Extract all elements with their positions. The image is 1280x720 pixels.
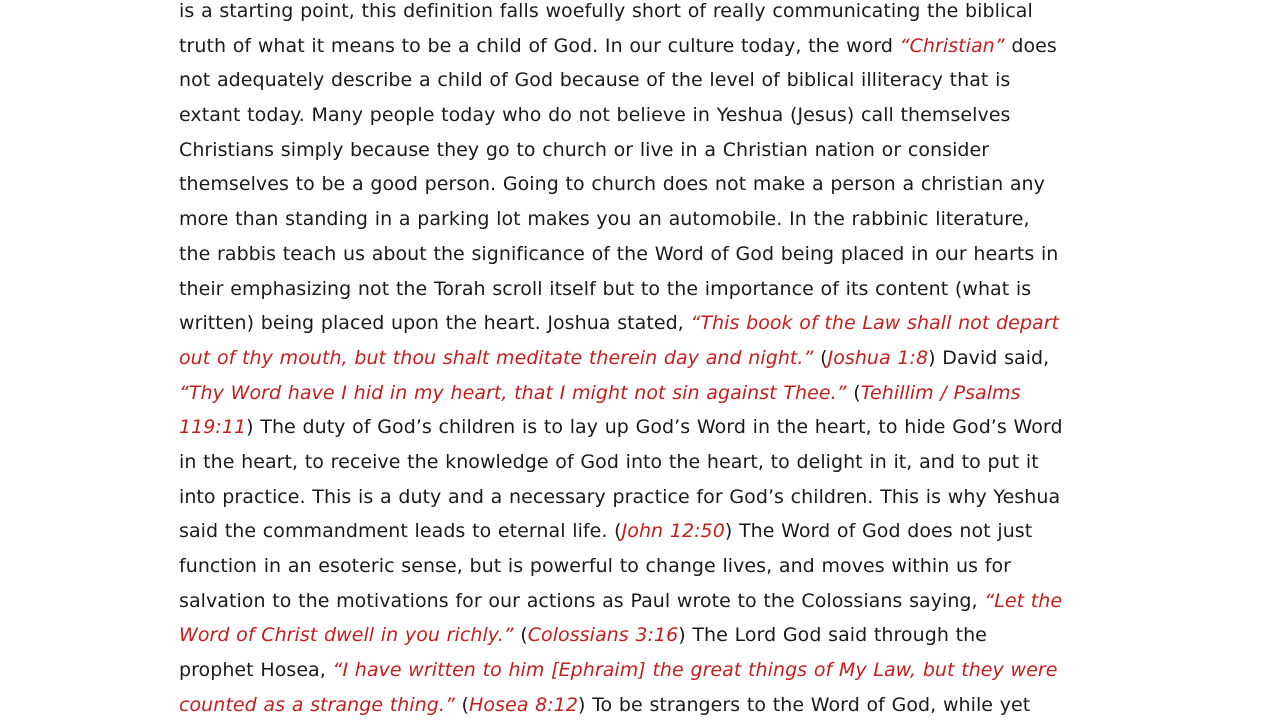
body-text-segment: their emphasizing not the Torah scroll itself but to the importance of its content (what is xyxy=(179,277,1032,300)
scripture-quote: “I have written to him [Ephraim] the great things of My Law, but they were xyxy=(332,659,1058,682)
body-text-segment: said the commandment leads to eternal life. ( xyxy=(179,520,622,543)
text-line xyxy=(179,653,1109,688)
text-line xyxy=(179,584,1109,619)
body-text-segment: ( xyxy=(846,381,861,404)
body-paragraph xyxy=(179,0,1109,720)
text-line xyxy=(179,549,1109,584)
scripture-quote: “Thy Word have I hid in my heart, that I might not sin against Thee.” xyxy=(179,381,847,404)
scripture-quote: 119:11 xyxy=(179,416,247,439)
body-text-segment: themselves to be a good person. Going to church does not make a person a christian any xyxy=(179,173,1045,196)
text-line xyxy=(179,29,1109,64)
body-text-segment: ) David said, xyxy=(928,346,1050,369)
body-text-segment: is a starting point, this definition falls woefully short of really communicating the biblical xyxy=(179,0,1033,22)
text-line xyxy=(179,133,1109,168)
body-text-segment: Christians simply because they go to church or live in a Christian nation or consider xyxy=(179,138,990,161)
body-text-segment: into practice. This is a duty and a necessary practice for God’s children. This is why Yeshua xyxy=(179,485,1061,508)
body-text-segment: in the heart, to receive the knowledge of God into the heart, to delight in it, and to put it xyxy=(179,450,1039,473)
body-text-segment: does xyxy=(1004,34,1057,57)
body-text-segment: written) being placed upon the heart. Joshua stated, xyxy=(179,312,691,335)
body-text-segment: ) The duty of God’s children is to lay up God’s Word in the heart, to hide God’s Word xyxy=(246,416,1063,439)
body-text-segment: salvation to the motivations for our actions as Paul wrote to the Colossians saying, xyxy=(179,589,985,612)
body-text-segment: ( xyxy=(454,693,470,716)
text-line xyxy=(179,341,1109,376)
body-text-segment: ) To be strangers to the Word of God, while yet xyxy=(577,693,1031,716)
text-line xyxy=(179,514,1109,549)
text-line xyxy=(179,0,1109,29)
scripture-quote: out of thy mouth, but thou shalt meditate therein day and night.” xyxy=(179,346,814,369)
text-line xyxy=(179,306,1109,341)
scripture-quote: “Let the xyxy=(984,589,1063,612)
body-text-segment: ) The Word of God does not just xyxy=(724,520,1033,543)
body-text-segment: extant today. Many people today who do not believe in Yeshua (Jesus) call themselves xyxy=(179,104,1011,127)
text-line xyxy=(179,63,1109,98)
text-line xyxy=(179,376,1109,411)
body-text-segment: ( xyxy=(513,624,528,647)
text-line xyxy=(179,167,1109,202)
scripture-quote: “Christian” xyxy=(899,34,1005,57)
scripture-quote: Tehillim / Psalms xyxy=(860,381,1021,404)
body-text-segment: not adequately describe a child of God because of the level of biblical illiteracy that is xyxy=(179,69,1011,92)
text-line xyxy=(179,202,1109,237)
scripture-quote: “This book of the Law shall not depart xyxy=(690,312,1060,335)
scripture-quote: Colossians 3:16 xyxy=(527,624,679,647)
body-text-segment: function in an esoteric sense, but is powerful to change lives, and moves within us for xyxy=(179,555,1012,577)
body-text-segment: the rabbis teach us about the significance of the Word of God being placed in our hearts in xyxy=(179,242,1059,265)
text-line xyxy=(179,445,1109,480)
body-text-segment: prophet Hosea, xyxy=(179,659,333,682)
text-line xyxy=(179,98,1109,133)
scripture-quote: Hosea 8:12 xyxy=(469,693,578,716)
body-text-segment: ) The Lord God said through the xyxy=(678,624,987,647)
text-line xyxy=(179,618,1109,653)
text-line xyxy=(179,410,1109,445)
text-line xyxy=(179,688,1109,720)
text-line xyxy=(179,480,1109,515)
body-text-segment: ( xyxy=(813,346,828,369)
text-line xyxy=(179,237,1109,272)
scripture-quote: John 12:50 xyxy=(621,520,725,543)
body-text-segment: truth of what it means to be a child of God. In our culture today, the word xyxy=(179,34,900,57)
body-text-segment: more than standing in a parking lot makes you an automobile. In the rabbinic literature, xyxy=(179,208,1030,231)
scripture-quote: Word of Christ dwell in you richly.” xyxy=(179,624,514,647)
text-line xyxy=(179,272,1109,307)
scripture-quote: counted as a strange thing.” xyxy=(179,693,455,716)
scripture-quote: Joshua 1:8 xyxy=(827,346,929,369)
